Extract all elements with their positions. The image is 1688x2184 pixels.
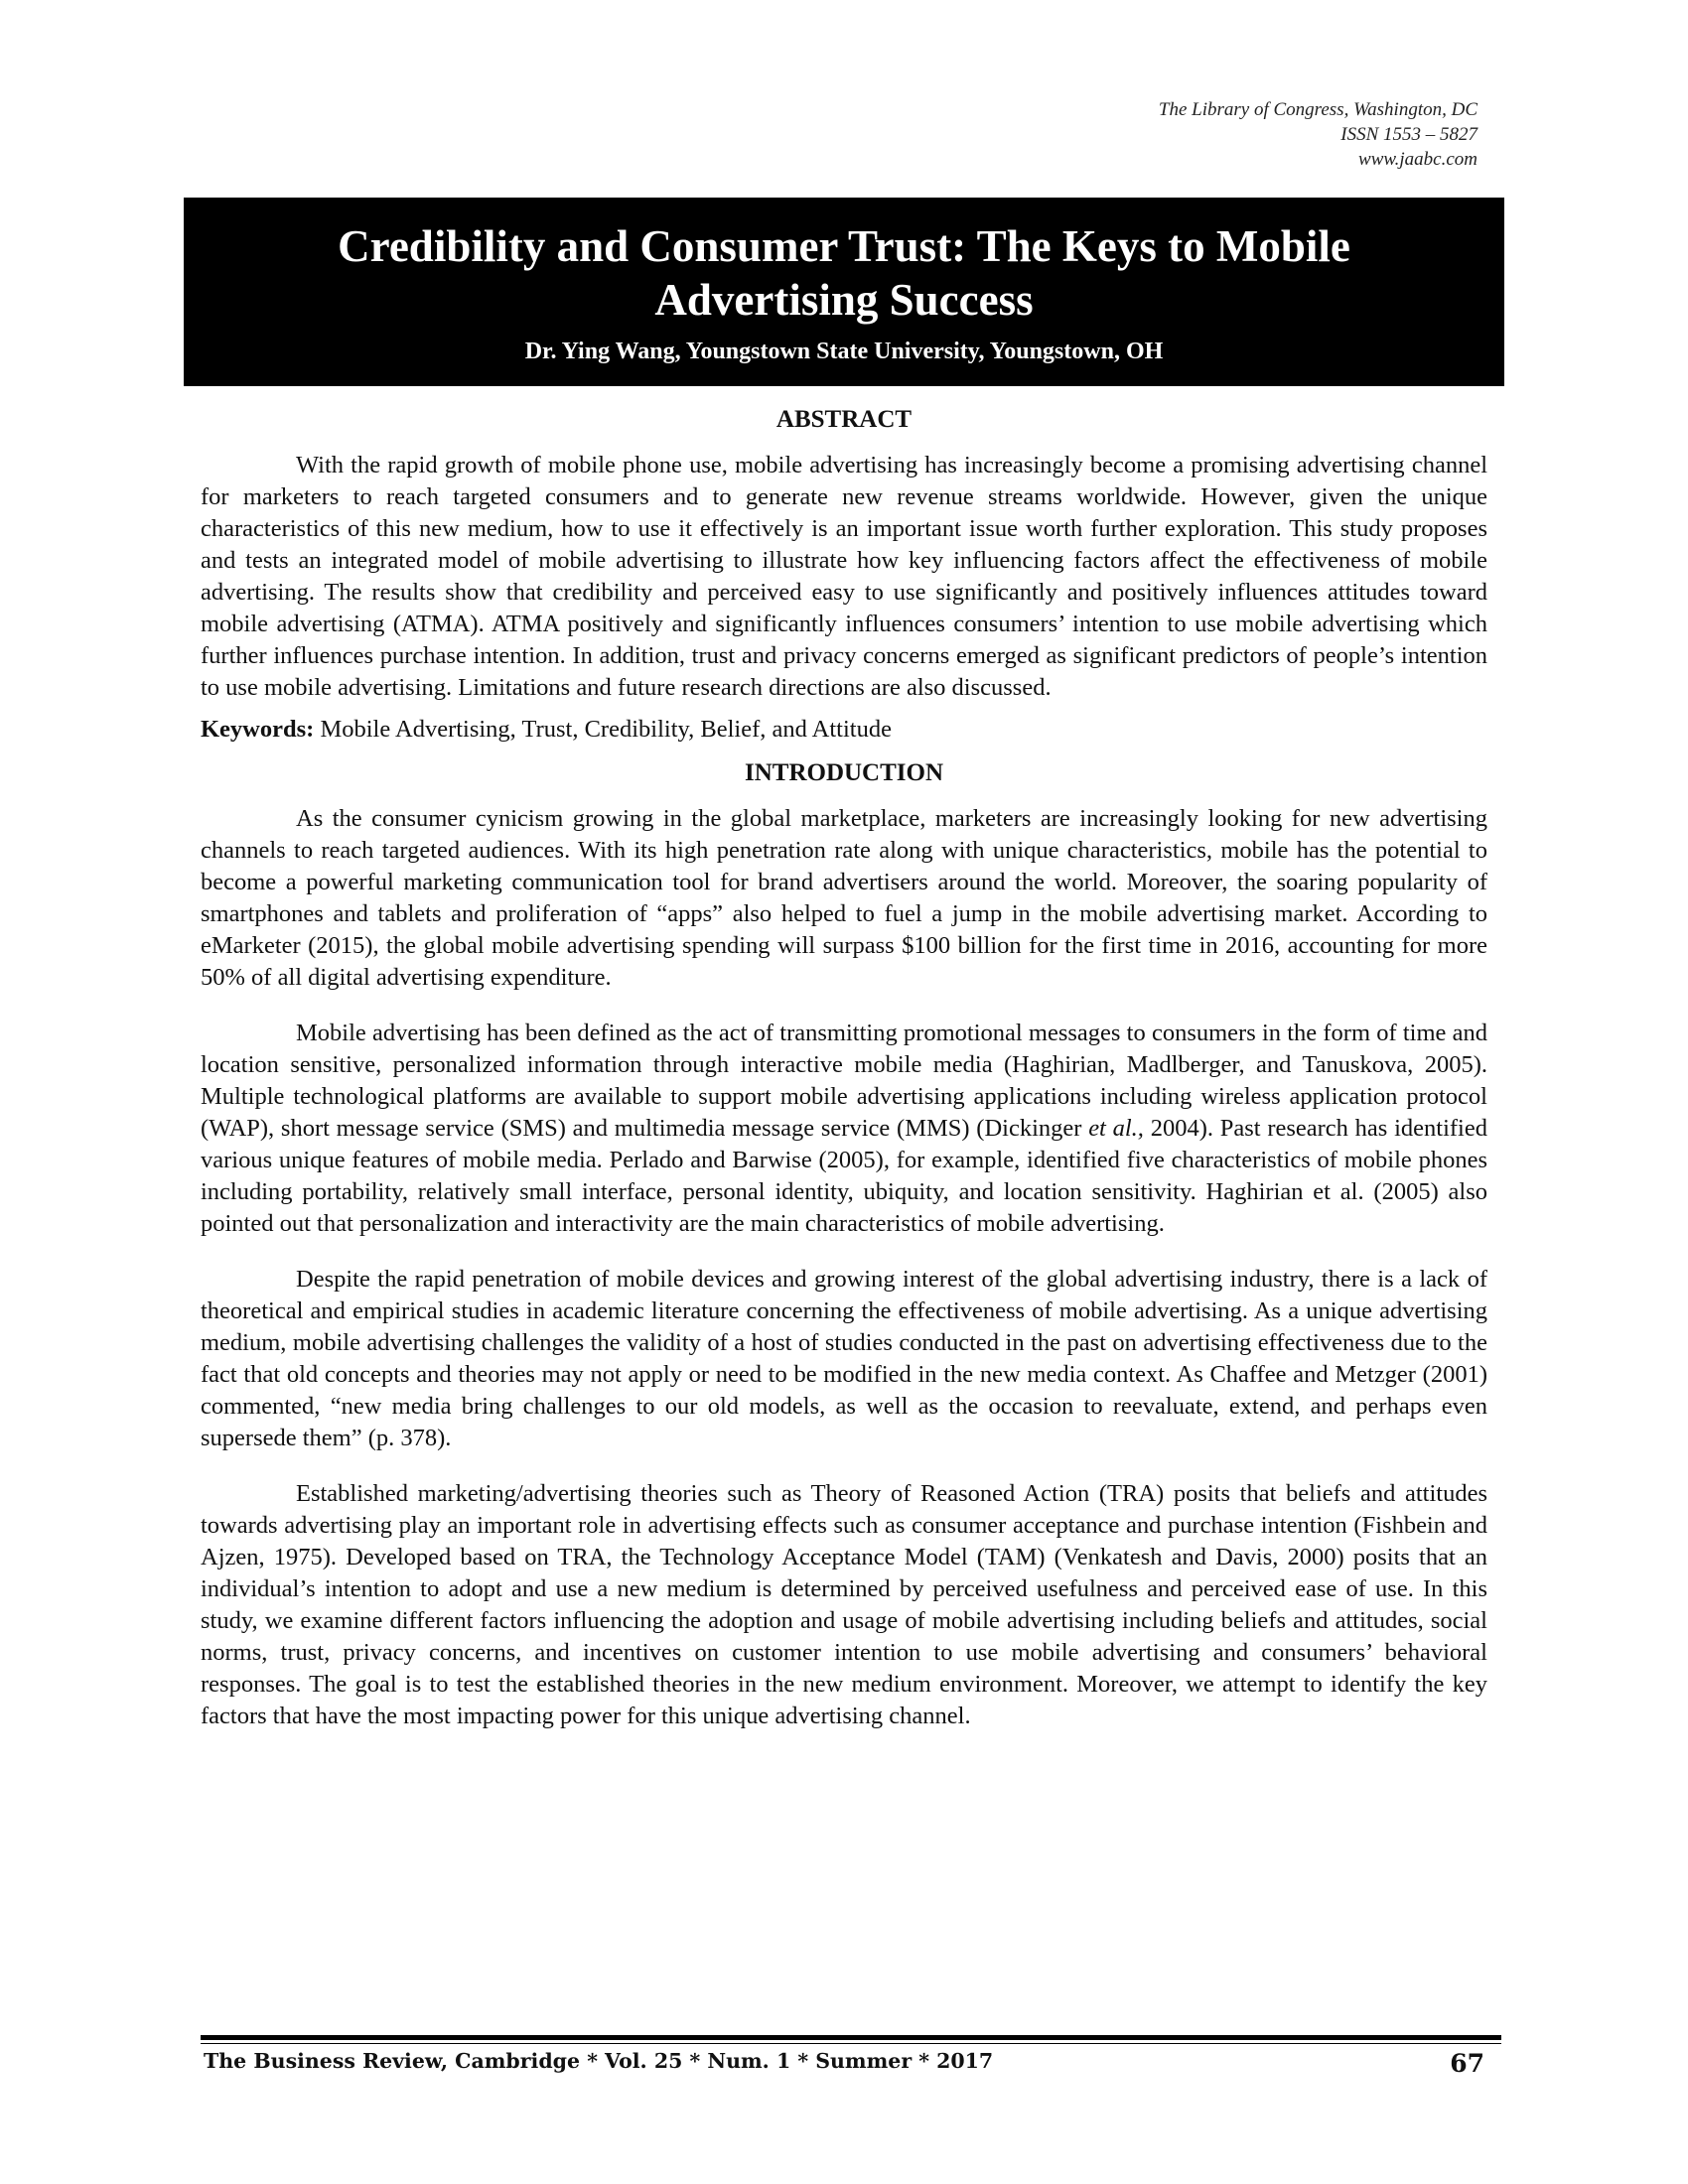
intro-paragraph-2-part-b: 2004). Past research has identified various unique features of mobile media. Perlado and Barwise (2005), for example, identified five characteristics of mobile phones including portability, relatively small interface, personal identity, ubiquity, and location sensitivity. Haghirian et al. (2005) also pointed out that personalization and interactivity are the main characteristics of mobile advertising.	[201, 1115, 1487, 1237]
footer-journal: The Business Review, Cambridge * Vol. 25 * Num. 1 * Summer * 2017	[204, 2049, 994, 2073]
keywords-line	[201, 714, 1487, 746]
keywords-list: Mobile Advertising, Trust, Credibility, Belief, and Attitude	[314, 716, 892, 743]
intro-paragraph-1: As the consumer cynicism growing in the global marketplace, marketers are increasingly looking for new advertising channels to reach targeted audiences. With its high penetration rate along with unique characteristics, mobile has the potential to become a powerful marketing communication tool for brand advertisers around the world. Moreover, the soaring popularity of smartphones and tablets and proliferation of “apps” also helped to fuel a jump in the mobile advertising market. According to eMarketer (2015), the global mobile advertising spending will surpass $100 billion for the first time in 2016, accounting for more 50% of all digital advertising expenditure.	[201, 805, 1487, 991]
keywords-label: Keywords:	[201, 716, 315, 743]
introduction-heading: INTRODUCTION	[744, 759, 944, 786]
title-banner	[184, 198, 1504, 386]
main-content	[201, 402, 1487, 1732]
footer-rule-thick	[201, 2035, 1501, 2040]
paper-title: Credibility and Consumer Trust: The Keys to Mobile Advertising Success	[338, 221, 1350, 325]
journal-header	[1159, 97, 1477, 172]
page-number: 67	[1450, 2049, 1484, 2078]
footer-rule-thin	[201, 2043, 1501, 2044]
intro-paragraph-4: Established marketing/advertising theories such as Theory of Reasoned Action (TRA) posits that beliefs and attitudes towards advertising play an important role in advertising effects such as consumer acceptance and purchase intention (Fishbein and Ajzen, 1975). Developed based on TRA, the Technology Acceptance Model (TAM) (Venkatesh and Davis, 2000) posits that an individual’s intention to adopt and use a new medium is determined by perceived usefulness and perceived ease of use. In this study, we examine different factors influencing the adoption and usage of mobile advertising including beliefs and attitudes, social norms, trust, privacy concerns, and incentives on customer intention to use mobile advertising and consumers’ behavioral responses. The goal is to test the established theories in the new medium environment. Moreover, we attempt to identify the key factors that have the most impacting power for this unique advertising channel.	[201, 1480, 1487, 1729]
header-library: The Library of Congress, Washington, DC	[1158, 99, 1477, 120]
intro-paragraph-3: Despite the rapid penetration of mobile devices and growing interest of the global advertising industry, there is a lack of theoretical and empirical studies in academic literature concerning the effectiveness of mobile advertising. As a unique advertising medium, mobile advertising challenges the validity of a host of studies conducted in the past on advertising effectiveness due to the fact that old concepts and theories may not apply or need to be modified in the new media context. As Chaffee and Metzger (2001) commented, “new media bring challenges to our old models, as well as the occasion to reevaluate, extend, and perhaps even supersede them” (p. 378).	[201, 1266, 1487, 1451]
paper-author: Dr. Ying Wang, Youngstown State University, Youngstown, OH	[524, 339, 1164, 364]
intro-paragraph-2-part-a: Mobile advertising has been defined as the act of transmitting promotional messages to consumers in the form of time and location sensitive, personalized information through interactive mobile media (Haghirian, Madlberger, and Tanuskova, 2005). Multiple technological platforms are available to support mobile advertising applications including wireless application protocol (WAP), short message service (SMS) and multimedia message service (MMS) (Dickinger	[201, 1020, 1487, 1142]
page-footer	[204, 2049, 1484, 2078]
header-issn: ISSN 1553 – 5827	[1340, 124, 1477, 145]
abstract-text: With the rapid growth of mobile phone use, mobile advertising has increasingly become a promising advertising channel for marketers to reach targeted consumers and to generate new revenue streams worldwide. However, given the unique characteristics of this new medium, how to use it effectively is an important issue worth further exploration. This study proposes and tests an integrated model of mobile advertising to illustrate how key influencing factors affect the effectiveness of mobile advertising. The results show that credibility and perceived easy to use significantly and positively influences attitudes toward mobile advertising (ATMA). ATMA positively and significantly influences consumers’ intention to use mobile advertising which further influences purchase intention. In addition, trust and privacy concerns emerged as significant predictors of people’s intention to use mobile advertising. Limitations and future research directions are also discussed.	[201, 452, 1487, 701]
intro-paragraph-2	[201, 1018, 1487, 1240]
header-website: www.jaabc.com	[1358, 149, 1477, 170]
abstract-heading: ABSTRACT	[775, 406, 913, 433]
intro-paragraph-2-etal: et al.,	[1088, 1115, 1144, 1142]
